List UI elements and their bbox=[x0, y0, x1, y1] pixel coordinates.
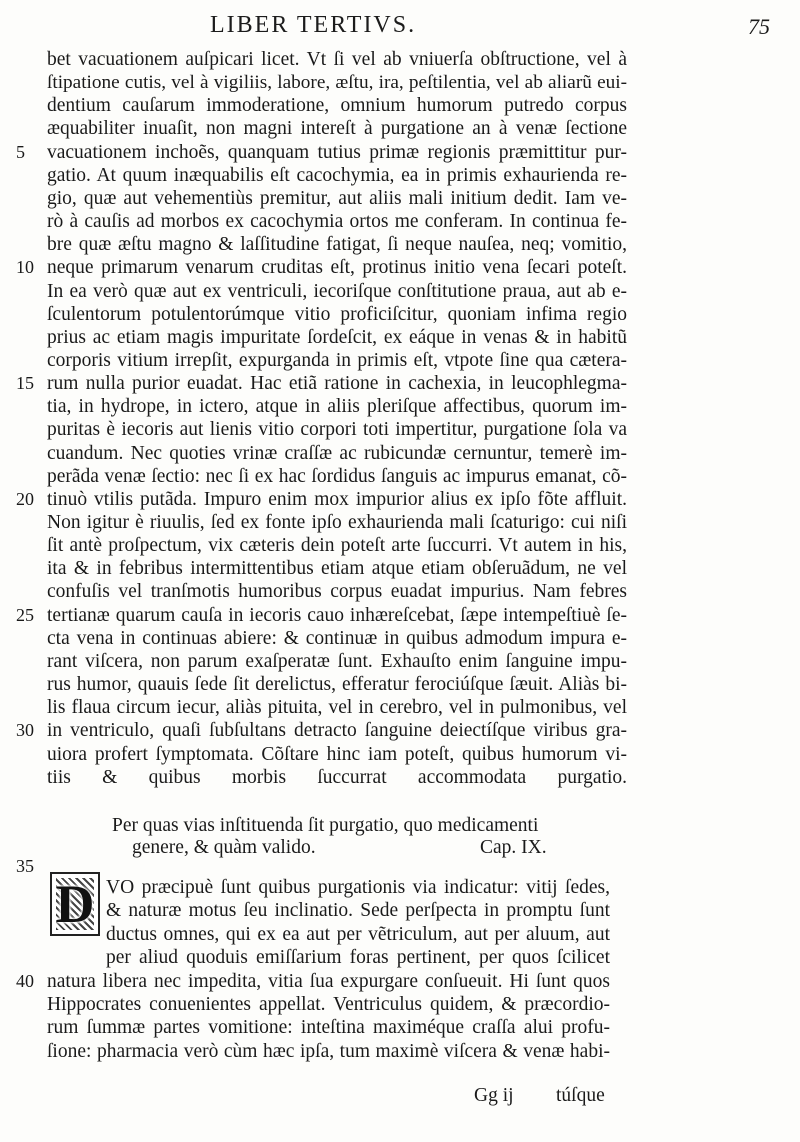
text-line: bet vacuationem auſpicari licet. Vt ſi vel ab vniuerſa obſtructione, vel à bbox=[47, 49, 627, 70]
text-line: Hippocrates conuenientes appellat. Ventriculus quidem, & præcordio- bbox=[47, 994, 610, 1015]
text-line: uiora profert ſymptomata. Cõſtare hinc iam poteſt, quibus humorum vi- bbox=[47, 743, 627, 765]
text-line: ſione: pharmacia verò cùm hæc ipſa, tum maximè viſcera & venæ habi- bbox=[47, 1040, 610, 1062]
line-number: 5 bbox=[16, 141, 25, 162]
text-line: dentium cauſarum immoderatione, omnium humorum putredo corpus bbox=[47, 95, 627, 117]
text-line: tia, in hydrope, in ictero, atque in aliis pleriſque affectibus, quorum im- bbox=[47, 396, 627, 418]
initial-letter: D bbox=[55, 874, 95, 934]
text-line: prius ac etiam magis impuritate ſordeſcit, ex eáque in venas & in habitũ bbox=[47, 326, 627, 348]
text-line: cta vena in continuas abiere: & continuæ in quibus admodum impura e- bbox=[47, 627, 627, 649]
line-number: 40 bbox=[16, 970, 34, 991]
folio-number: 75 bbox=[748, 14, 770, 39]
text-line: æquabiliter inuaſit, non magni intereſt à purgatione an à venæ ſectione bbox=[47, 118, 627, 140]
text-line: ſtipatione cutis, vel à vigiliis, labore, æſtu, ira, peſtilentia, vel ab aliarũ eui- bbox=[47, 72, 627, 94]
text-line: ſit antè proſpectum, vix cæteris dein poteſt arte ſuccurri. Vt autem in his, bbox=[47, 535, 627, 557]
line-number: 10 bbox=[16, 257, 34, 278]
text-line: rum nulla purior euadat. Hac etiã ratione in cachexia, in leucophlegma- bbox=[47, 373, 627, 395]
text-line: confuſis vel tranſmotis humoribus corpus euadat impurius. Nam febres bbox=[47, 581, 627, 603]
text-line: rò à cauſis ad morbos ex cacochymia ortos me conferam. In continua fe- bbox=[47, 211, 627, 233]
line-number: 15 bbox=[16, 373, 34, 394]
running-title: LIBER TERTIVS. bbox=[210, 12, 417, 38]
line-number: 20 bbox=[16, 488, 34, 509]
text-line: rum ſummæ partes vomitione: inteſtina maximéque craſſa alui profu- bbox=[47, 1017, 610, 1039]
chapter-number: Cap. IX. bbox=[480, 837, 547, 858]
text-line: perãda venæ ſectio: nec ſi ex hac ſordidus ſanguis ac impurus emanat, cõ- bbox=[47, 465, 627, 487]
text-line: tiis & quibus morbis ſuccurrat accommodata purgatio. bbox=[47, 766, 627, 788]
line-number bbox=[16, 764, 46, 791]
text-line: ita & in febribus intermittentibus etiam atque etiam obſeruãdum, ne vel bbox=[47, 558, 627, 580]
chapter-heading-line-2: genere, & quàm valido. bbox=[132, 837, 316, 858]
text-line: & naturæ motus ſeu inclinatio. Sede perſpecta in promptu ſunt bbox=[106, 900, 610, 922]
text-line: tertianæ quarum cauſa in iecoris cauo inhæreſcebat, ſæpe intempeſtiuè ſe- bbox=[47, 604, 627, 626]
running-head bbox=[0, 12, 800, 42]
text-line: Non igitur è riuulis, ſed ex fonte ipſo exhaurienda mali ſcaturigo: cui niſi bbox=[47, 512, 627, 533]
line-number bbox=[16, 1038, 46, 1065]
text-line: cuandum. Nec quoties vrinæ craſſæ ac rubicundæ cernuntur, temerè im- bbox=[47, 442, 627, 464]
text-line: per aliud quoduis emiſſarium foras pertinent, per quos ſcilicet bbox=[106, 947, 610, 969]
line-number: 35 bbox=[16, 856, 34, 876]
text-line: bre quæ æſtu magno & laſſitudine fatigat, ſi neque nauſea, neq; vomitio, bbox=[47, 234, 627, 256]
text-line: lis flaua circum iecur, aliàs pituita, vel in cerebro, vel in pulmonibus, vel bbox=[47, 697, 627, 719]
chapter-heading-line-1: Per quas vias inſtituenda ſit purgatio, quo medicamenti bbox=[112, 815, 539, 836]
text-line: corporis vitium irrepſit, expurganda in primis eſt, vtpote ſine qua cætera- bbox=[47, 349, 627, 371]
line-number: 25 bbox=[16, 604, 34, 625]
text-line: vacuationem inchoẽs, quanquam tutius primæ regionis præmittitur pur- bbox=[47, 141, 627, 163]
text-line: tinuò vtilis putãda. Impuro enim mox impurior alius ex ipſo fõte affluit. bbox=[47, 488, 627, 510]
signature-mark: Gg ij bbox=[474, 1085, 514, 1106]
text-line: neque primarum venarum cruditas eſt, protinus initio vena ſecari poteſt. bbox=[47, 257, 627, 279]
text-line: rant viſcera, non parum exaſperatæ ſunt. Exhauſto enim ſanguine impu- bbox=[47, 650, 627, 672]
line-number: 30 bbox=[16, 720, 34, 741]
text-line: gio, quæ aut vehementiùs premitur, aut aliis mali initium dedit. Iam ve- bbox=[47, 187, 627, 209]
decorated-initial bbox=[50, 872, 100, 936]
text-line: rus humor, quauis ſede ſit derelictus, efferatur ferociúſque ſæuit. Aliàs bi- bbox=[47, 674, 627, 696]
text-line: natura libera nec impedita, vitia ſua expurgare conſueuit. Hi ſunt quos bbox=[47, 970, 610, 992]
text-line: ſculentorum potulentorúmque vitio proficiſcitur, quoniam infima regio bbox=[47, 303, 627, 325]
text-line: in ventriculo, quaſi ſubſultans detracto ſanguine deiectíſque viribus gra- bbox=[47, 720, 627, 742]
text-line: In ea verò quæ aut ex ventriculi, iecoriſque conſtitutione praua, aut ab e- bbox=[47, 280, 627, 302]
text-line: ductus omnes, qui ex ea aut per vẽtriculum, aut per aluum, aut bbox=[106, 923, 610, 945]
text-line: gatio. At quum inæquabilis eſt cacochymia, ea in primis exhaurienda re- bbox=[47, 164, 627, 186]
text-line: puritas è iecoris aut lienis vitio corpori toti impertitur, purgatione ſola va bbox=[47, 419, 627, 441]
catchword: túſque bbox=[556, 1085, 605, 1106]
text-line: VO præcipuè ſunt quibus purgationis via indicatur: vitij ſedes, bbox=[106, 877, 610, 898]
